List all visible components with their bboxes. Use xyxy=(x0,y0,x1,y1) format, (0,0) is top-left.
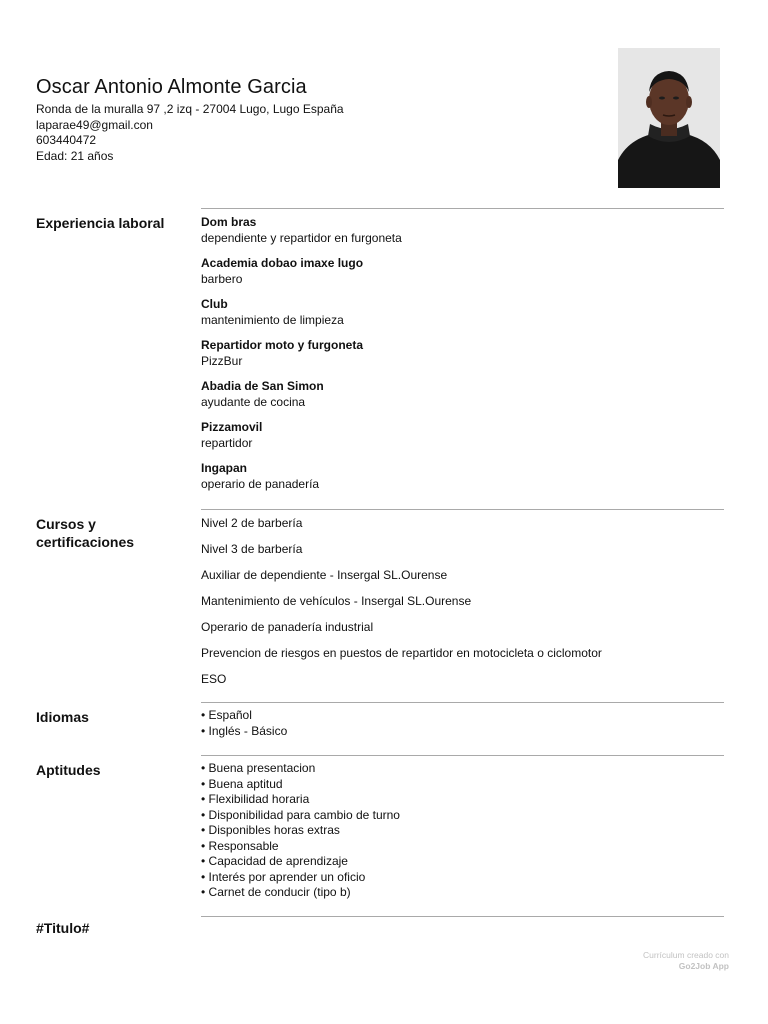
job-entry xyxy=(201,419,724,451)
profile-photo xyxy=(618,48,720,188)
candidate-name: Oscar Antonio Almonte Garcia xyxy=(36,76,307,98)
course-item: Operario de panadería industrial xyxy=(201,620,374,634)
job-entry xyxy=(201,296,724,328)
skill-item: • Capacidad de aprendizaje xyxy=(201,854,348,868)
job-role: PizzBur xyxy=(201,354,243,368)
credit-text: Currículum creado con xyxy=(643,950,729,960)
course-item: Nivel 2 de barbería xyxy=(201,516,303,530)
job-role: barbero xyxy=(201,272,243,286)
job-company: Repartidor moto y furgoneta xyxy=(201,338,364,352)
job-entry xyxy=(201,460,724,492)
job-entry xyxy=(201,337,724,369)
divider xyxy=(201,916,724,917)
job-company: Pizzamovil xyxy=(201,420,263,434)
job-role: repartidor xyxy=(201,436,253,450)
placeholder-title: #Titulo# xyxy=(36,920,90,936)
experience-list xyxy=(201,208,724,501)
skill-item: • Interés por aprender un oficio xyxy=(201,869,366,884)
courses-list xyxy=(201,509,724,697)
skill-item: • Disponibles horas extras xyxy=(201,823,340,837)
job-company: Academia dobao imaxe lugo xyxy=(201,256,364,270)
age-text: Edad: 21 años xyxy=(36,148,114,163)
skills-title: Aptitudes xyxy=(36,762,101,778)
course-item: Mantenimiento de vehículos - Insergal SL.Ourense xyxy=(201,594,472,608)
phone-text: 603440472 xyxy=(36,133,97,147)
skill-item: • Flexibilidad horaria xyxy=(201,792,310,806)
job-entry xyxy=(201,378,724,410)
job-role: mantenimiento de limpieza xyxy=(201,313,344,327)
skill-item: • Carnet de conducir (tipo b) xyxy=(201,885,351,899)
address-text: Ronda de la muralla 97 ,2 izq - 27004 Lugo, Lugo España xyxy=(36,102,344,116)
job-company: Abadia de San Simon xyxy=(201,379,324,393)
courses-title: Cursos y certificaciones xyxy=(36,516,135,550)
job-role: ayudante de cocina xyxy=(201,395,306,409)
skills-list xyxy=(201,755,724,901)
skill-item: • Disponibilidad para cambio de turno xyxy=(201,807,400,822)
job-company: Dom bras xyxy=(201,215,257,229)
contact-info xyxy=(36,102,344,164)
course-item: Prevencion de riesgos en puestos de repartidor en motocicleta o ciclomotor xyxy=(201,646,602,660)
job-entry xyxy=(201,214,724,246)
course-item: Nivel 3 de barbería xyxy=(201,542,303,556)
language-item: • Español xyxy=(201,708,252,722)
languages-list xyxy=(201,702,724,739)
job-role: operario de panadería xyxy=(201,477,320,491)
skill-item: • Responsable xyxy=(201,838,279,853)
job-entry xyxy=(201,255,724,287)
experience-title: Experiencia laboral xyxy=(36,215,165,231)
languages-title: Idiomas xyxy=(36,709,89,725)
course-item: ESO xyxy=(201,672,227,686)
job-company: Ingapan xyxy=(201,461,248,475)
job-role: dependiente y repartidor en furgoneta xyxy=(201,231,402,245)
skill-item: • Buena aptitud xyxy=(201,776,283,791)
job-company: Club xyxy=(201,297,228,311)
credit-brand: Go2Job App xyxy=(678,961,729,971)
creator-credit xyxy=(643,950,729,972)
course-item: Auxiliar de dependiente - Insergal SL.Ourense xyxy=(201,568,448,582)
language-item: • Inglés - Básico xyxy=(201,723,288,738)
email-text: laparae49@gmail.con xyxy=(36,117,153,132)
skill-item: • Buena presentacion xyxy=(201,761,316,775)
